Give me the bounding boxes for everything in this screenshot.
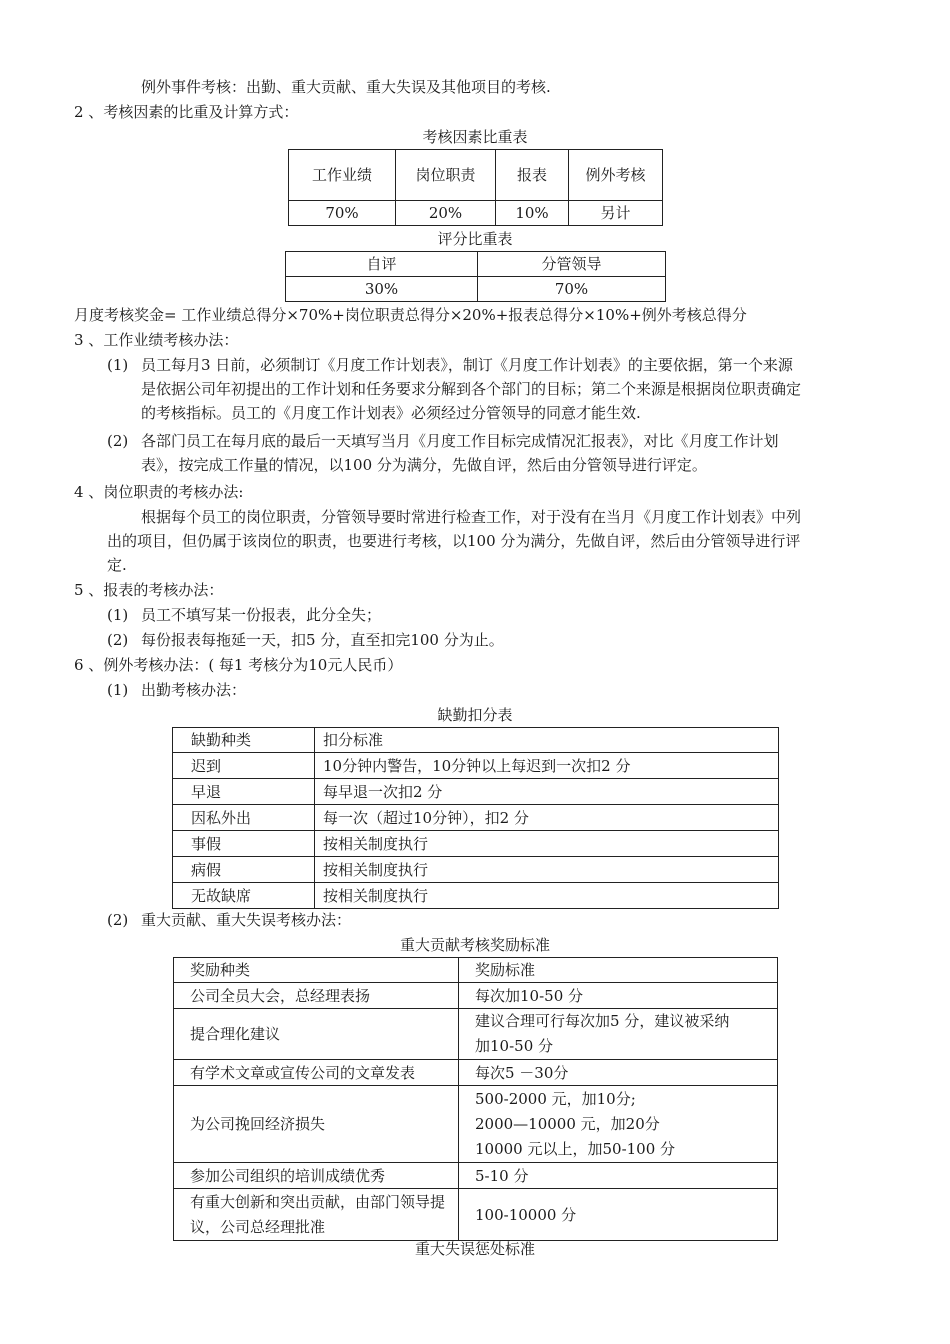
table-row [173,805,779,831]
table-row [173,753,779,779]
item-number: (1) [107,681,129,699]
table-cell: 70% [289,201,396,226]
cell-line: 10000 元以上，加50-100 分 [475,1139,676,1158]
table-cell: 10分钟内警告，10分钟以上每迟到一次扣2 分 [315,753,779,779]
text-line: 的考核指标。员工的《月度工作计划表》必须经过分管领导的同意才能生效. [141,404,641,422]
table-cell: 100-10000 分 [459,1189,778,1241]
table-header-cell: 岗位职责 [396,150,496,201]
table-header-row [286,252,666,277]
section-2-heading [74,100,298,124]
table-cell: 公司全员大会，总经理表扬 [174,983,459,1009]
table-cell: 每次5 －30分 [459,1060,778,1086]
table-cell: 按相关制度执行 [315,831,779,857]
table-header-cell: 例外考核 [569,150,663,201]
score-table-title: 评分比重表 [437,230,513,248]
weight-table-title: 考核因素比重表 [422,128,528,146]
reward-table-title: 重大贡献考核奖励标准 [399,936,550,954]
table-row [173,857,779,883]
table-row [173,779,779,805]
table-cell: 每次加10-50 分 [459,983,778,1009]
table-cell: 10% [496,201,569,226]
table-cell: 按相关制度执行 [315,857,779,883]
item-text: 每份报表每拖延一天，扣5 分，直至扣完100 分为止。 [141,631,504,649]
table-row [174,1163,778,1189]
item-text: 员工不填写某一份报表，此分全失； [141,606,382,624]
section-number: 5 、 [74,581,104,599]
cell-line: 加10-50 分 [475,1037,554,1055]
cell-line: 2000—10000 元，加20分 [475,1114,660,1133]
weight-table [288,149,663,226]
table-cell: 按相关制度执行 [315,883,779,909]
table-cell: 迟到 [173,753,315,779]
section-number: 3 、 [74,331,104,349]
section-4-heading [74,480,243,504]
table-header-row [174,958,778,983]
table-cell: 20% [396,201,496,226]
text-line: 是依据公司年初提出的工作计划和任务要求分解到各个部门的目标；第二个来源是根据岗位职责确定 [141,380,802,398]
section-number: 4 、 [74,483,104,501]
table-cell: 有学术文章或宣传公司的文章发表 [174,1060,459,1086]
section-title: 报表的考核办法： [103,581,224,599]
table-cell: 事假 [173,831,315,857]
section-number: 6 、 [74,656,104,674]
score-table [285,251,666,302]
section-title: 例外考核办法：( 每1 考核分为10元人民币） [103,656,403,674]
section-title: 考核因素的比重及计算方式： [103,103,299,121]
item-number: (2) [107,911,129,929]
table-cell: 有重大创新和突出贡献，由部门领导提议，公司总经理批准 [174,1189,459,1241]
table-row [174,1060,778,1086]
section-6-heading [74,653,402,677]
table-cell: 70% [478,277,666,302]
intro-line: 例外事件考核：出勤、重大贡献、重大失误及其他项目的考核. [141,78,551,96]
table-header-cell: 自评 [286,252,478,277]
item-number: (2) [107,432,129,450]
section-number: 2 、 [74,103,104,121]
text-line: 出的项目，但仍属于该岗位的职责，也要进行考核，以100 分为满分，先做自评，然后由分管领导进行评 [107,532,801,550]
table-header-cell: 工作业绩 [289,150,396,201]
table-cell: 5-10 分 [459,1163,778,1189]
table-cell: 为公司挽回经济损失 [174,1086,459,1163]
table-row [286,277,666,302]
text-line: 表》，按完成工作量的情况，以100 分为满分，先做自评，然后由分管领导进行评定。 [141,456,707,474]
table-header-row [173,728,779,753]
section-3-heading [74,328,238,352]
table-cell: 参加公司组织的培训成绩优秀 [174,1163,459,1189]
reward-table [173,957,778,1241]
table-header-cell: 奖励标准 [459,958,778,983]
text-line: 各部门员工在每月底的最后一天填写当月《月度工作目标完成情况汇报表》，对比《月度工作计划 [141,432,779,450]
table-cell: 早退 [173,779,315,805]
table-row [173,831,779,857]
table-row [174,1086,778,1163]
table-row [173,883,779,909]
item-text: 重大贡献、重大失误考核办法： [141,911,352,929]
item-number: (2) [107,631,129,649]
table-header-cell: 扣分标准 [315,728,779,753]
item-number: (1) [107,356,129,374]
paragraph [141,429,877,477]
table-cell: 每早退一次扣2 分 [315,779,779,805]
table-cell: 无故缺席 [173,883,315,909]
table-cell: 因私外出 [173,805,315,831]
table-cell: 每一次（超过10分钟），扣2 分 [315,805,779,831]
penalty-table-title: 重大失误惩处标准 [414,1240,535,1258]
cell-line: 建议合理可行每次加5 分，建议被采纳 [475,1012,730,1030]
text-line: 员工每月3 日前，必须制订《月度工作计划表》，制订《月度工作计划表》的主要依据，第一个来源 [141,356,793,374]
absence-table [172,727,779,909]
table-cell [459,1009,778,1060]
cell-line: 500-2000 元，加10分; [475,1089,636,1108]
table-cell [459,1086,778,1163]
section-title: 岗位职责的考核办法: [103,483,244,501]
table-header-cell: 奖励种类 [174,958,459,983]
section-5-heading [74,578,223,602]
text-line: 定. [107,556,127,574]
table-header-cell: 缺勤种类 [173,728,315,753]
table-row [174,1009,778,1060]
paragraph [141,353,877,425]
bonus-formula: 月度考核奖金= 工作业绩总得分×70%+岗位职责总得分×20%+报表总得分×10%+例外考核总得分 [74,306,747,324]
table-row [174,1189,778,1241]
table-cell: 提合理化建议 [174,1009,459,1060]
section-title: 工作业绩考核办法： [103,331,239,349]
table-header-cell: 分管领导 [478,252,666,277]
table-header-cell: 报表 [496,150,569,201]
table-header-row [289,150,663,201]
item-number: (1) [107,606,129,624]
table-row [289,201,663,226]
paragraph [107,505,877,577]
table-row [174,983,778,1009]
absence-table-title: 缺勤扣分表 [437,706,513,724]
text-line: 根据每个员工的岗位职责，分管领导要时常进行检查工作，对于没有在当月《月度工作计划表》中列 [141,508,802,526]
table-cell: 30% [286,277,478,302]
table-cell: 病假 [173,857,315,883]
item-text: 出勤考核办法： [141,681,247,699]
table-cell: 另计 [569,201,663,226]
